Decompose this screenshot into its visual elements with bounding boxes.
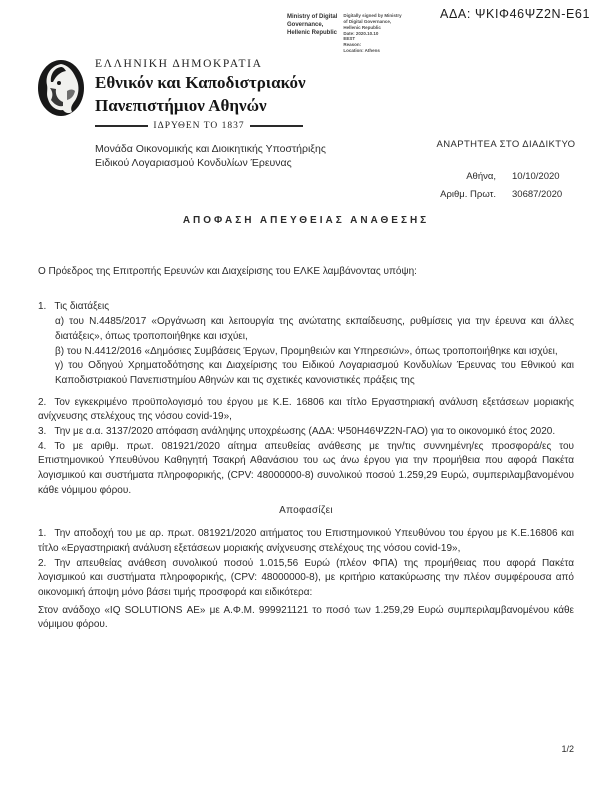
letterhead-text — [95, 58, 326, 170]
consideration-4 — [38, 440, 574, 499]
item-number: 3. — [38, 426, 47, 438]
university-emblem-icon — [36, 58, 86, 118]
rule-left — [95, 125, 148, 126]
letterhead — [36, 58, 326, 170]
stamp-detail-line: Date: 2020.10.10 — [343, 30, 379, 36]
considerations-list — [38, 300, 574, 498]
stamp-authority — [287, 13, 337, 54]
protocol-label: Αριθμ. Πρωτ. — [440, 189, 496, 200]
subitem-c: γ) του Οδηγού Χρηματοδότησης και Διαχείρισης του Ειδικού Λογαριασμού Κονδυλίων Έρευνας του Εθνικού και Καποδιστριακού Πανεπιστημίου Αθηνών και τις σχετικές κανονιστικές πράξεις της — [55, 360, 574, 386]
document-date: 10/10/2020 — [512, 171, 560, 182]
unit-line1: Μονάδα Οικονομικής και Διοικητικής Υποστήριξης — [95, 143, 326, 156]
subitem-b: β) του Ν.4412/2016 «Δημόσιες Συμβάσεις Έργων, Προμηθειών και Υπηρεσιών», όπως τροποποιήθηκε και ισχύει, — [55, 345, 558, 357]
consideration-1-subitems — [55, 315, 574, 389]
city-label: Αθήνα, — [466, 171, 496, 182]
stamp-detail-line: Hellenic Republic — [343, 24, 381, 30]
document-body — [38, 214, 574, 633]
rule-right — [250, 125, 303, 126]
decisions-list — [38, 527, 574, 601]
stamp-detail-line: Location: Athens — [343, 48, 380, 54]
ada-code: ΑΔΑ: ΨΚΙΦ46ΨΖ2Ν-Ε61 — [440, 7, 590, 21]
item-text: Την αποδοχή του με αρ. πρωτ. 081921/2020 αιτήματος του Επιστημονικού Υπευθύνου του έργου με Κ.Ε.16806 και τίτλο «Εργαστηριακή ανάλυση εξετάσεων μοριακής ανίχνευσης στελέχους της νόσου covid-19», — [38, 528, 574, 554]
item-number: 1. — [38, 301, 47, 313]
item-number: 4. — [38, 440, 47, 452]
university-name-line2: Πανεπιστήμιον Αθηνών — [95, 96, 267, 116]
page-number: 1/2 — [561, 744, 574, 754]
unit-line2: Ειδικού Λογαριασμού Κονδυλίων Έρευνας — [95, 157, 292, 170]
item-text: Το με αριθμ. πρωτ. 081921/2020 αίτημα απευθείας ανάθεσης με την/τις συννημένη/ες προσφορά/ες του Επιστημονικού Υπευθύνου Καθηγητή Τσακρή Αθανάσιου του ως άνω έργου για την προμήθεια που αφορά Πακέτα λογισμικού και συστήματα πληροφορικής, (CPV: 48000000-8) συνολικού ποσού 1.259,29 Ευρώ, συμπεριλαμβανομένου κάθε νόμιμου φόρου. — [38, 440, 574, 496]
item-number: 1. — [38, 528, 47, 540]
stamp-detail-line: Digitally signed by Ministry — [343, 13, 402, 18]
item-text: Τις διατάξεις — [54, 301, 110, 313]
item-text: Την απευθείας ανάθεση συνολικού ποσού 1.015,56 Ευρώ (πλέον ΦΠΑ) της προμήθειας που αφορά Πακέτα λογισμικού και συστήματα πληροφορικής, (CPV: 48000000-8), με κριτήριο κατακύρωσης την πλέον συμφέρουσα από οικονομική άποψη μόνο βάσει τιμής προσφορά και ειδικότερα: — [38, 557, 574, 599]
consideration-1-heading — [38, 300, 574, 315]
awardee-paragraph: Στον ανάδοχο «IQ SOLUTIONS ΑΕ» με Α.Φ.Μ. 999921121 το ποσό των 1.259,29 Ευρώ συμπεριλαμβανομένου κάθε νόμιμου φόρου. — [38, 604, 574, 631]
founded-row — [95, 121, 303, 131]
stamp-detail-line: of Digital Governance, — [343, 18, 392, 24]
decision-2 — [38, 557, 574, 601]
stamp-detail-line: Reason: — [343, 42, 362, 48]
subitem-a: α) του Ν.4485/2017 «Οργάνωση και λειτουργία της ανώτατης εκπαίδευσης, ρυθμίσεις για την έρευνα και άλλες διατάξεις», όπως τροποποιήθηκε και ισχύει, — [55, 316, 574, 342]
decision-1 — [38, 527, 574, 556]
stamp-detail-line: EEST — [343, 36, 356, 42]
meta-block — [420, 139, 592, 207]
consideration-3 — [38, 425, 574, 440]
state-name: ΕΛΛΗΝΙΚΗ ΔΗΜΟΚΡΑΤΙΑ — [95, 58, 263, 70]
item-number: 2. — [38, 396, 47, 408]
item-number: 2. — [38, 557, 47, 569]
consideration-2 — [38, 396, 574, 425]
web-posting-label: ΑΝΑΡΤΗΤΕΑ ΣΤΟ ΔΙΑΔΙΚΤΥΟ — [436, 139, 576, 150]
decision-heading: Αποφασίζει — [279, 504, 333, 516]
stamp-authority-line: Hellenic Republic — [287, 30, 338, 37]
document-title: ΑΠΟΦΑΣΗ ΑΠΕΥΘΕΙΑΣ ΑΝΑΘΕΣΗΣ — [182, 215, 430, 226]
date-row — [420, 171, 592, 182]
founded-year: ΙΔΡΥΘΕΝ ΤΟ 1837 — [153, 121, 245, 132]
intro-paragraph: Ο Πρόεδρος της Επιτροπής Ερευνών και Διαχείρισης του ΕΛΚΕ λαμβάνοντας υπόψη: — [38, 265, 417, 277]
item-text: Την με α.α. 3137/2020 απόφαση ανάληψης υποχρέωσης (ΑΔΑ: Ψ50Η46ΨΖ2Ν-ΓΑΟ) για το οικονομικό έτος 2020. — [54, 426, 556, 438]
item-text: Τον εγκεκριμένο προϋπολογισμό του έργου με Κ.Ε. 16806 και τίτλο Εργαστηριακή ανάλυση εξετάσεων μοριακής ανίχνευσης στελέχους της νόσου covid-19», — [38, 396, 574, 423]
stamp-authority-line: Ministry of Digital — [287, 14, 338, 20]
university-name-line1: Εθνικόν και Καποδιστριακόν — [95, 73, 306, 92]
digital-signature-stamp — [287, 13, 402, 54]
stamp-details — [343, 13, 401, 54]
protocol-row — [420, 189, 592, 200]
protocol-number: 30687/2020 — [512, 189, 563, 200]
stamp-authority-line: Governance, — [287, 22, 324, 29]
